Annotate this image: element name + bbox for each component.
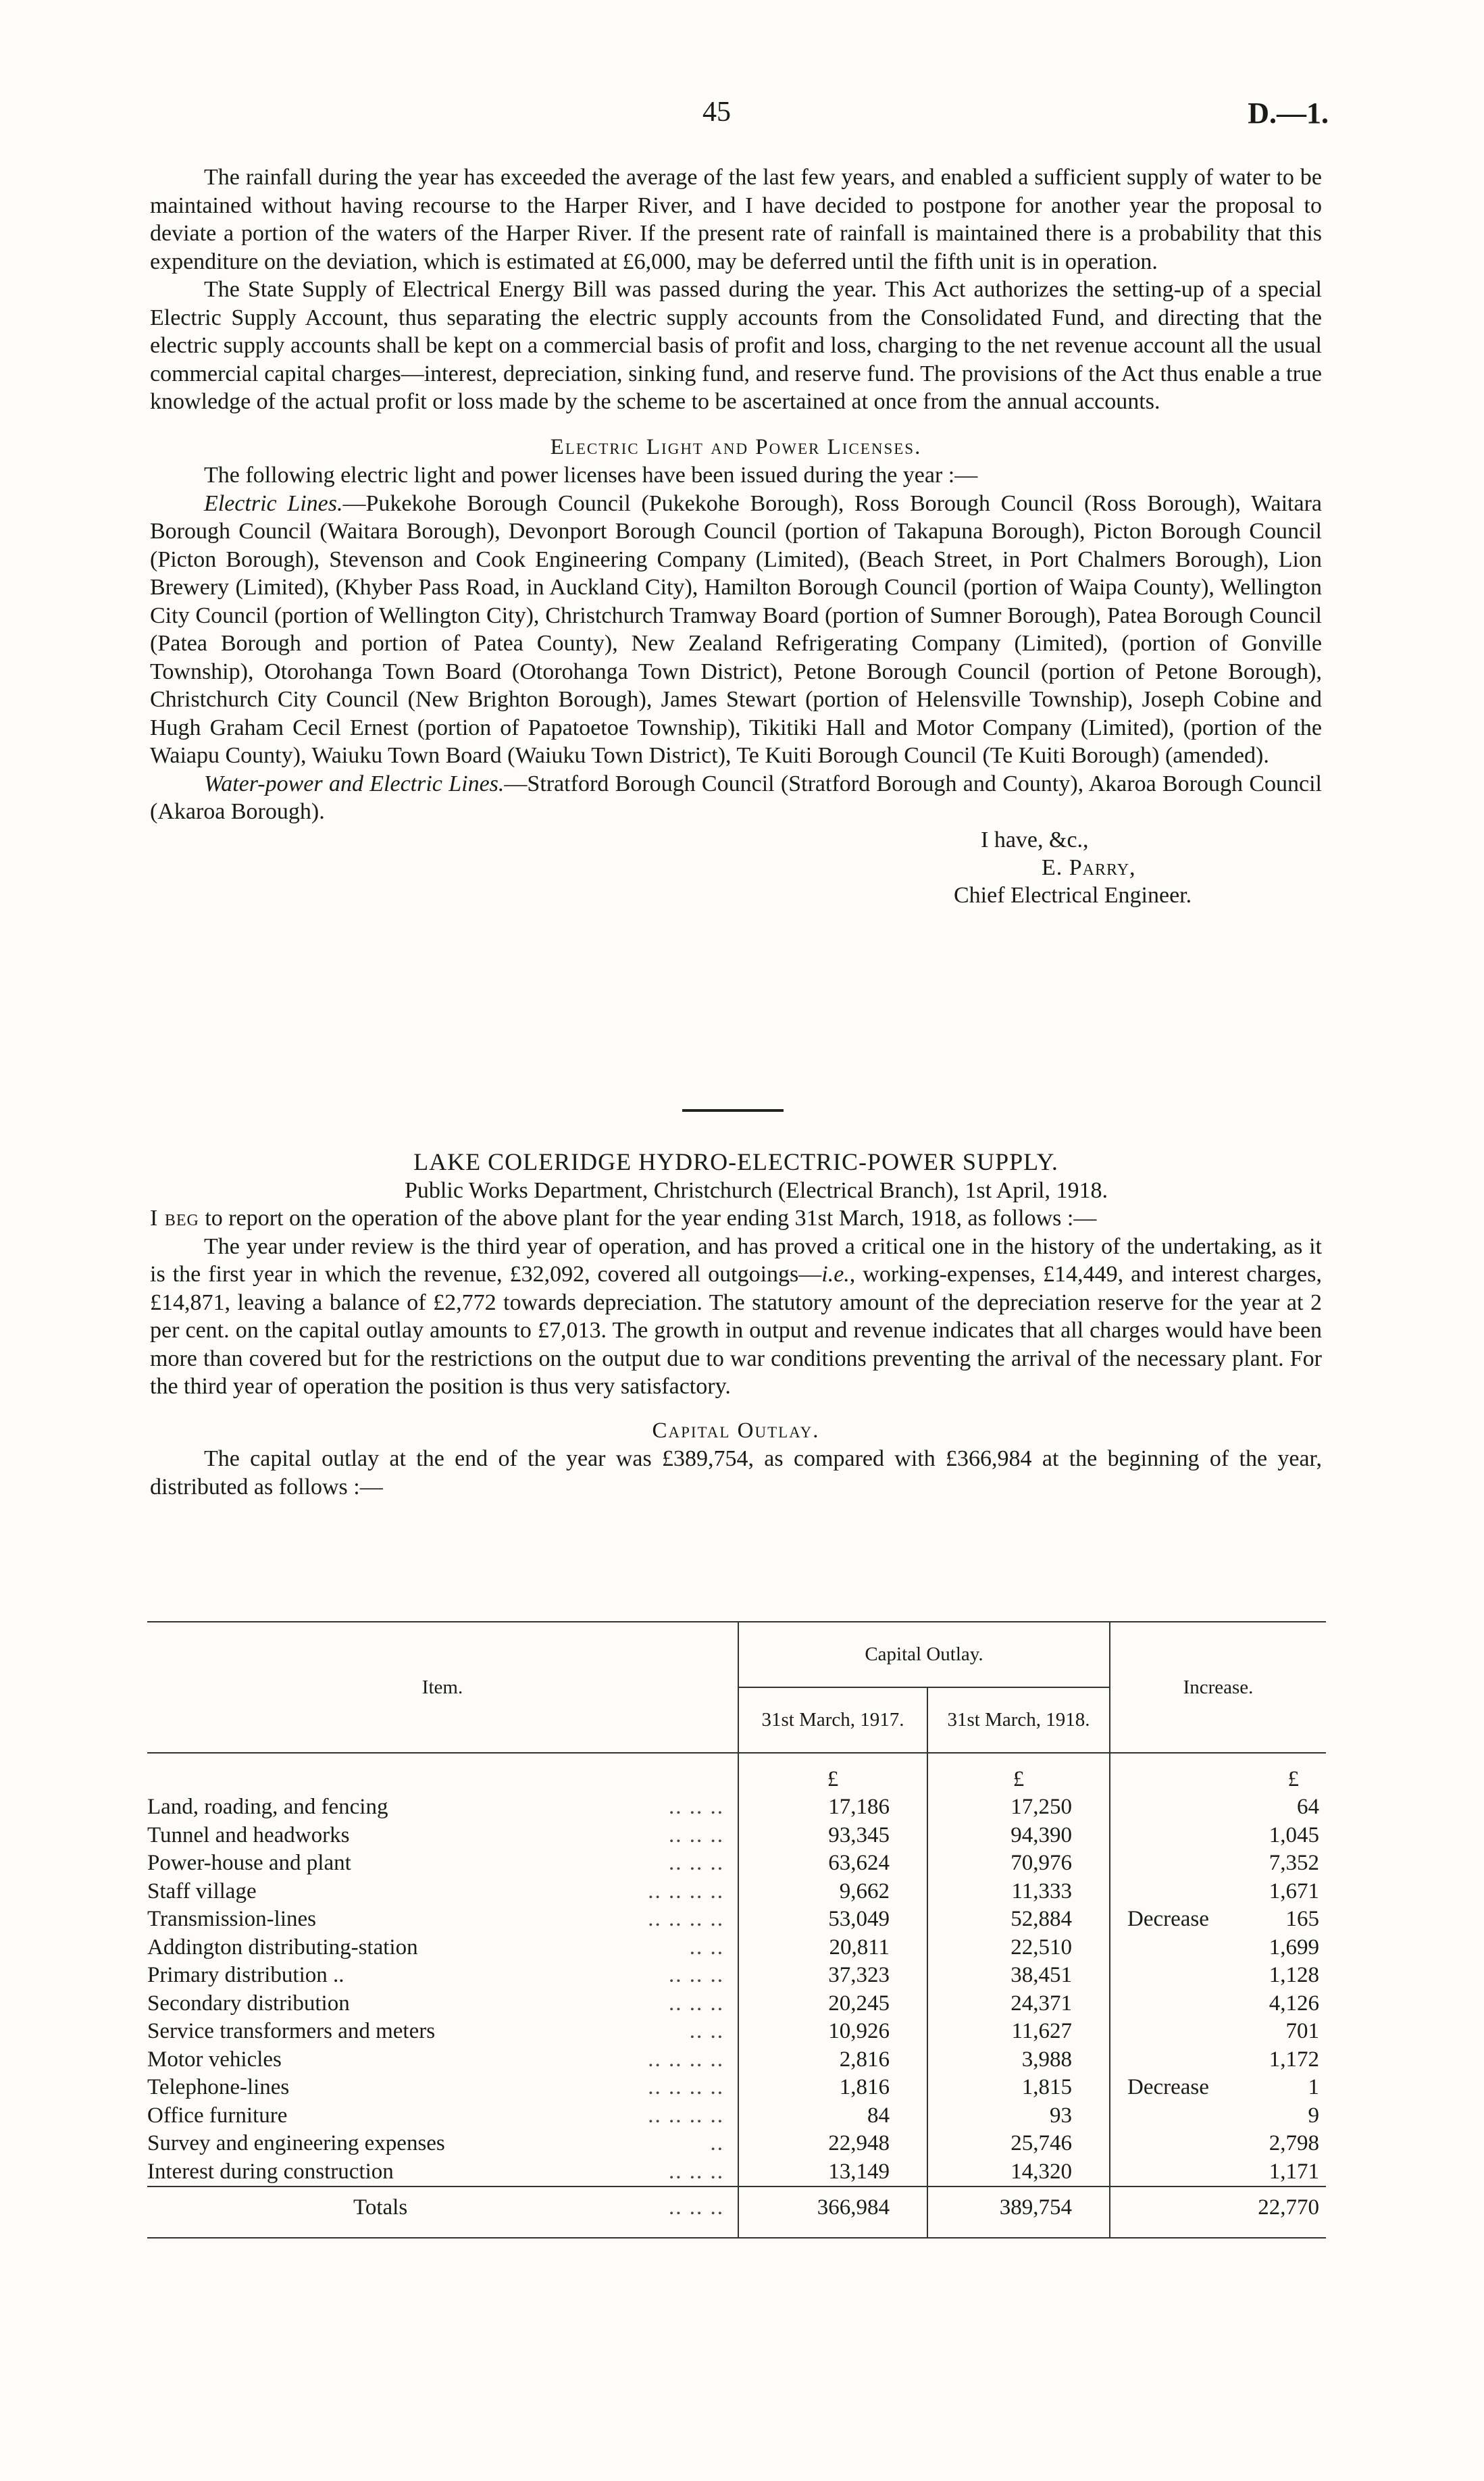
capital-outlay-table — [147, 1621, 1326, 2239]
row-1918: 70,976 — [927, 1849, 1110, 1878]
row-item: Survey and engineering expenses .. — [147, 2131, 724, 2155]
licenses-heading: Electric Light and Power Licenses. — [550, 434, 922, 459]
table-row — [147, 2102, 1326, 2130]
row-1918: 25,746 — [927, 2130, 1110, 2158]
row-1918: 14,320 — [927, 2158, 1110, 2187]
row-1917: 13,149 — [738, 2158, 927, 2187]
table-row — [147, 1962, 1326, 1990]
row-item: Transmission-lines .. .. .. .. — [147, 1907, 724, 1931]
row-increase: 2,798 — [1110, 2130, 1326, 2158]
table-row — [147, 1990, 1326, 2018]
lake-coleridge-title: LAKE COLERIDGE HYDRO-ELECTRIC-POWER SUPPLY. — [413, 1148, 1058, 1175]
row-1917: 10,926 — [738, 2018, 927, 2046]
row-1917: 1,816 — [738, 2074, 927, 2102]
decrease-label: Decrease — [1127, 1907, 1209, 1931]
row-1917: 63,624 — [738, 1849, 927, 1878]
row-item: Service transformers and meters .. .. — [147, 2019, 724, 2043]
electric-lines-label: Electric Lines. — [204, 490, 343, 516]
row-1918: 17,250 — [927, 1793, 1110, 1822]
unit-1917: £ — [738, 1753, 927, 1793]
row-1917: 20,245 — [738, 1990, 927, 2018]
table-row — [147, 2158, 1326, 2187]
dateline: Public Works Department, Christchurch (Electrical Branch), 1st April, 1918. — [405, 1177, 1108, 1203]
totals-1917: 366,984 — [738, 2186, 927, 2228]
row-item: Secondary distribution .. .. .. — [147, 1991, 724, 2016]
totals-label: Totals .. .. .. — [147, 2186, 738, 2228]
row-1917: 84 — [738, 2102, 927, 2130]
row-item: Primary distribution .. .. .. .. — [147, 1963, 724, 1987]
row-increase: 701 — [1110, 2018, 1326, 2046]
signoff — [954, 826, 1322, 909]
table-row — [147, 1905, 1326, 1934]
row-1918: 93 — [927, 2102, 1110, 2130]
section-lake-coleridge — [150, 1148, 1322, 1501]
row-item: Motor vehicles .. .. .. .. — [147, 2047, 724, 2072]
paragraph-water-power — [150, 770, 1322, 826]
row-1918: 11,627 — [927, 2018, 1110, 2046]
table-row — [147, 2046, 1326, 2074]
row-1917: 53,049 — [738, 1905, 927, 1934]
row-increase: Decrease 165 — [1110, 1905, 1326, 1934]
row-1917: 37,323 — [738, 1962, 927, 1990]
paragraph-electric-lines — [150, 490, 1322, 770]
row-1918: 22,510 — [927, 1934, 1110, 1962]
row-item: Land, roading, and fencing .. .. .. — [147, 1795, 724, 1819]
capital-outlay-heading: Capital Outlay. — [652, 1418, 820, 1443]
section-electrical-report — [150, 163, 1322, 909]
row-1917: 93,345 — [738, 1822, 927, 1850]
intro-rest: to report on the operation of the above plant for the year ending 31st March, 1918, as follows :— — [199, 1206, 1097, 1231]
paragraph-year-review: The year under review is the third year of operation, and has proved a critical one in the history of the undertaking, as it is the first year in which the revenue, £32,092, covered all outgoings—i.e., working-expenses, £14,449, and interest charges, £14,871, leaving a balance of £2,772 towards depreciation. The statutory amount of the depreciation reserve for the year at 2 per cent. on the capital outlay amounts to £7,013. The growth in output and revenue indicates that all charges would have been more than covered but for the restrictions on the output due to war conditions preventing the arrival of the necessary plant. For the third year of operation the position is thus very satisfactory. — [150, 1233, 1322, 1399]
table-row — [147, 1934, 1326, 1962]
table-row — [147, 1793, 1326, 1822]
row-item: Addington distributing-station .. .. — [147, 1935, 724, 1960]
table-row — [147, 1878, 1326, 1906]
paragraph-rainfall: The rainfall during the year has exceeded the average of the last few years, and enabled a sufficient supply of water to be maintained without having recourse to the Harper River, and I have decided to postpone for another year the proposal to deviate a portion of the waters of the Harper River. If the present rate of rainfall is maintained there is a probability that this expenditure on the deviation, which is estimated at £6,000, may be deferred until the fifth unit is in operation. — [150, 165, 1322, 274]
row-increase: 1,128 — [1110, 1962, 1326, 1990]
row-1917: 2,816 — [738, 2046, 927, 2074]
page-header — [0, 96, 1484, 136]
row-increase: 7,352 — [1110, 1849, 1326, 1878]
row-1917: 20,811 — [738, 1934, 927, 1962]
row-item: Tunnel and headworks .. .. .. — [147, 1822, 724, 1847]
totals-1918: 389,754 — [927, 2186, 1110, 2228]
row-item: Telephone-lines .. .. .. .. — [147, 2075, 724, 2099]
row-increase: 1,671 — [1110, 1878, 1326, 1906]
decrease-label: Decrease — [1127, 2075, 1209, 2099]
row-item: Power-house and plant .. .. .. — [147, 1851, 724, 1875]
table-row — [147, 2130, 1326, 2158]
row-increase: Decrease 1 — [1110, 2074, 1326, 2102]
row-item: Office furniture .. .. .. .. — [147, 2103, 724, 2128]
intro-smallcaps: I beg — [150, 1206, 199, 1231]
row-item: Staff village .. .. .. .. — [147, 1878, 724, 1903]
totals-row — [147, 2186, 1326, 2228]
row-item: Interest during construction .. .. .. — [147, 2159, 724, 2184]
water-power-text: —Stratford Borough Council (Stratford Borough and County), Akaroa Borough Council (Akaroa Borough). — [150, 771, 1322, 824]
row-increase: 1,699 — [1110, 1934, 1326, 1962]
row-1918: 24,371 — [927, 1990, 1110, 2018]
row-1917: 9,662 — [738, 1878, 927, 1906]
row-1917: 17,186 — [738, 1793, 927, 1822]
header-1918: 31st March, 1918. — [927, 1687, 1110, 1753]
header-increase: Increase. — [1110, 1622, 1326, 1753]
electric-lines-text: —Pukekohe Borough Council (Pukekohe Borough), Ross Borough Council (Ross Borough), Waitara Borough Council (Waitara Borough), Devonport Borough Council (portion of Takapuna Borough), Picton Borough Council (Picton Borough), Stevenson and Cook Engineering Company (Limited), (Beach Street, in Port Chalmers Borough), Lion Brewery (Limited), (Khyber Pass Road, in Auckland City), Hamilton Borough Council (portion of Waipa County), Wellington City Council (portion of Wellington City), Christchurch Tramway Board (portion of Sumner Borough), Patea Borough Council (Patea Borough and portion of Patea County), New Zealand Refrigerating Company (Limited), (portion of Gonville Township), Otorohanga Town Board (Otorohanga Town District), Petone Borough Council (portion of Petone Borough), Christchurch City Council (New Brighton Borough), James Stewart (portion of Helensville Township), Joseph Cobine and Hugh Graham Cecil Ernest (portion of Papatoetoe Township), Tikitiki Hall and Motor Company (Limited), (portion of the Waiapu County), Waiuku Town Board (Waiuku Town District), Te Kuiti Borough Council (Te Kuiti Borough) (amended). — [150, 490, 1322, 768]
row-1918: 11,333 — [927, 1878, 1110, 1906]
row-1918: 3,988 — [927, 2046, 1110, 2074]
table-row — [147, 2074, 1326, 2102]
table-row — [147, 2018, 1326, 2046]
paragraph-intro — [150, 1204, 1322, 1233]
table-row — [147, 1822, 1326, 1850]
signoff-title: Chief Electrical Engineer. — [954, 882, 1192, 908]
row-increase: 64 — [1110, 1793, 1326, 1822]
header-capital-outlay: Capital Outlay. — [738, 1622, 1110, 1687]
row-increase: 1,045 — [1110, 1822, 1326, 1850]
signoff-salutation: I have, &c., — [981, 827, 1089, 852]
totals-increase: 22,770 — [1110, 2186, 1326, 2228]
header-1917: 31st March, 1917. — [738, 1687, 927, 1753]
row-1917: 22,948 — [738, 2130, 927, 2158]
unit-1918: £ — [927, 1753, 1110, 1793]
paragraph-state-supply-bill: The State Supply of Electrical Energy Bill was passed during the year. This Act authorizes the setting-up of a special Electric Supply Account, thus separating the electric supply accounts from the Consolidated Fund, and directing that the electric supply accounts shall be kept on a commercial basis of profit and loss, charging to the net revenue account all the usual commercial capital charges—interest, depreciation, sinking fund, and reserve fund. The provisions of the Act thus enable a true knowledge of the actual profit or loss made by the scheme to be ascertained at once from the annual accounts. — [150, 277, 1322, 414]
page-number: 45 — [702, 97, 731, 128]
row-increase: 9 — [1110, 2102, 1326, 2130]
header-item: Item. — [147, 1622, 738, 1753]
licenses-intro: The following electric light and power licenses have been issued during the year :— — [204, 463, 978, 488]
unit-increase: £ — [1110, 1753, 1326, 1793]
capital-outlay-intro: The capital outlay at the end of the year was £389,754, as compared with £366,984 at the beginning of the year, distributed as follows :— — [150, 1446, 1322, 1500]
document-reference: D.—1. — [1248, 97, 1329, 130]
row-increase: 4,126 — [1110, 1990, 1326, 2018]
water-power-label: Water-power and Electric Lines. — [204, 771, 505, 796]
row-1918: 52,884 — [927, 1905, 1110, 1934]
row-increase: 1,172 — [1110, 2046, 1326, 2074]
section-divider — [682, 1109, 784, 1112]
signoff-name: E. Parry, — [1042, 854, 1136, 880]
row-1918: 1,815 — [927, 2074, 1110, 2102]
row-increase: 1,171 — [1110, 2158, 1326, 2187]
table-row — [147, 1849, 1326, 1878]
row-1918: 38,451 — [927, 1962, 1110, 1990]
row-1918: 94,390 — [927, 1822, 1110, 1850]
